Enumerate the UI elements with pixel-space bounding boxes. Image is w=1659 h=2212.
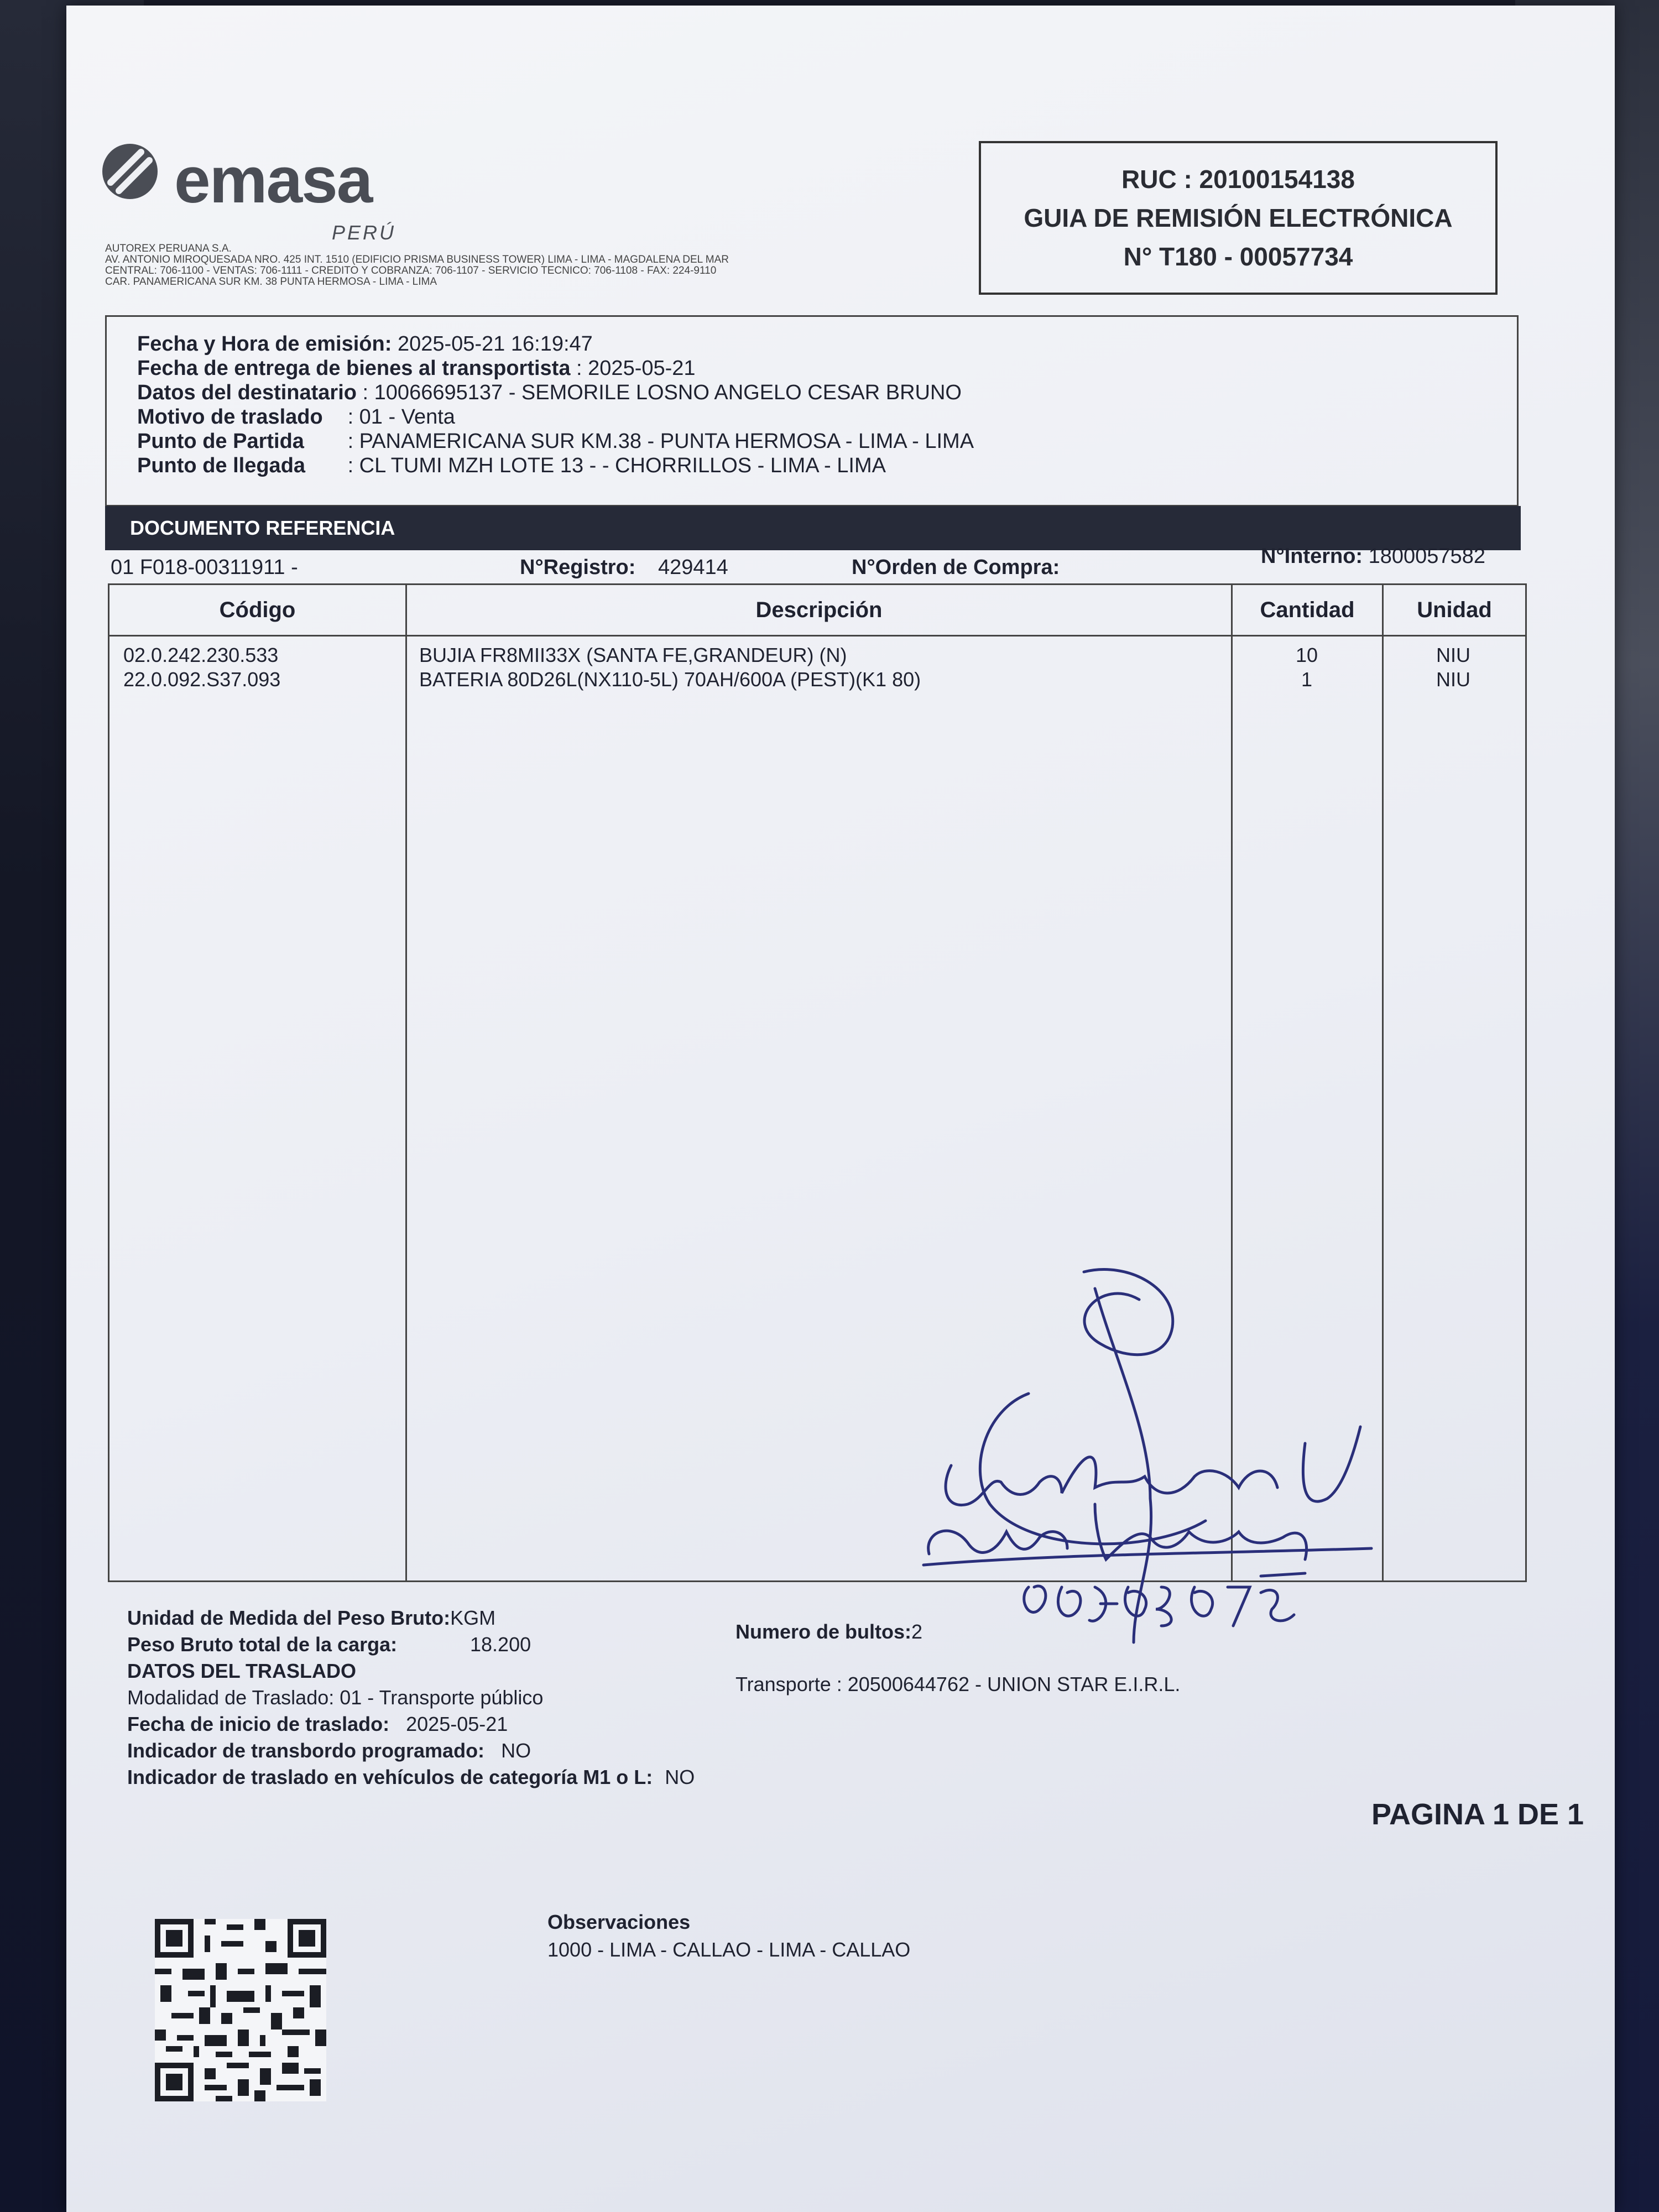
- referencia-doc: 01 F018-00311911 -: [111, 556, 298, 579]
- m1-label: Indicador de traslado en vehículos de categoría M1 o L:: [127, 1766, 653, 1788]
- orden-label: N°Orden de Compra:: [852, 556, 1060, 579]
- datos-traslado-title: DATOS DEL TRASLADO: [127, 1660, 357, 1682]
- partida-row: [137, 430, 974, 453]
- bultos-row: [735, 1620, 922, 1644]
- destinatario-row: [137, 381, 962, 405]
- observaciones-value: 1000 - LIMA - CALLAO - LIMA - CALLAO: [547, 1938, 911, 1961]
- bultos-value: 2: [911, 1620, 923, 1643]
- ruc-box: [979, 141, 1498, 295]
- unidad-peso-value: KGM: [450, 1606, 496, 1629]
- peso-bruto-label: Peso Bruto total de la carga:: [127, 1633, 398, 1656]
- company-name: AUTOREX PERUANA S.A.: [105, 243, 232, 254]
- unidad-peso-row: [127, 1606, 495, 1630]
- page-indicator: PAGINA 1 DE 1: [1371, 1798, 1584, 1831]
- llegada-label: Punto de llegada: [137, 454, 306, 477]
- emasa-logo-icon: [100, 141, 166, 202]
- m1-value: NO: [665, 1766, 695, 1788]
- row2-descripcion: BATERIA 80D26L(NX110-5L) 70AH/600A (PEST)(K1 80): [419, 668, 921, 691]
- shipment-info-box: [105, 315, 1519, 507]
- header-codigo: Código: [109, 585, 405, 637]
- document-type: GUIA DE REMISIÓN ELECTRÓNICA: [1024, 204, 1453, 232]
- orden-compra: [852, 556, 1060, 580]
- destinatario-value: : 10066695137 - SEMORILE LOSNO ANGELO CESAR BRUNO: [362, 381, 962, 404]
- observaciones-label: Observaciones: [547, 1911, 691, 1933]
- llegada-value: : CL TUMI MZH LOTE 13 - - CHORRILLOS - LIMA - LIMA: [347, 454, 886, 477]
- registro: [520, 556, 728, 580]
- m1-row: [127, 1766, 695, 1789]
- row1-descripcion: BUJIA FR8MII33X (SANTA FE,GRANDEUR) (N): [419, 644, 847, 666]
- partida-value: : PANAMERICANA SUR KM.38 - PUNTA HERMOSA - LIMA - LIMA: [347, 430, 974, 453]
- transbordo-label: Indicador de transbordo programado:: [127, 1739, 485, 1762]
- row2-codigo: 22.0.092.S37.093: [123, 668, 281, 691]
- peso-bruto-value: 18.200: [470, 1633, 531, 1656]
- header-unidad: Unidad: [1384, 585, 1525, 637]
- llegada-row: [137, 454, 886, 478]
- motivo-row: [137, 405, 455, 429]
- entrega-value: : 2025-05-21: [576, 357, 696, 380]
- document-paper: [66, 6, 1615, 2212]
- entrega-row: [137, 357, 696, 380]
- document-number: N° T180 - 00057734: [1123, 242, 1353, 271]
- header-cantidad: Cantidad: [1233, 585, 1382, 637]
- motivo-value: : 01 - Venta: [347, 405, 455, 429]
- inicio-label: Fecha de inicio de traslado:: [127, 1713, 390, 1735]
- emision-label: Fecha y Hora de emisión:: [137, 332, 392, 356]
- header-descripcion: Descripción: [407, 585, 1231, 637]
- company-info: [105, 243, 935, 288]
- emision-value: 2025-05-21 16:19:47: [397, 332, 593, 356]
- emision-row: [137, 332, 593, 356]
- inicio-traslado-row: [127, 1713, 508, 1736]
- row2-unidad: NIU: [1436, 668, 1470, 691]
- column-divider: [405, 585, 407, 1580]
- company-phones: CENTRAL: 706-1100 - VENTAS: 706-1111 - CREDITO Y COBRANZA: 706-1107 - SERVICIO TECNICO: 706-1108 - FAX: 224-9110: [105, 265, 717, 276]
- registro-value: 429414: [658, 556, 728, 579]
- logo-text: emasa: [174, 144, 372, 217]
- entrega-label: Fecha de entrega de bienes al transportista: [137, 357, 571, 380]
- interno: [1261, 545, 1485, 568]
- referencia-header: DOCUMENTO REFERENCIA: [105, 506, 1521, 550]
- company-branch: CAR. PANAMERICANA SUR KM. 38 PUNTA HERMOSA - LIMA - LIMA: [105, 276, 437, 288]
- ruc-number: RUC : 20100154138: [1121, 165, 1355, 194]
- partida-label: Punto de Partida: [137, 430, 304, 453]
- company-address: AV. ANTONIO MIROQUESADA NRO. 425 INT. 1510 (EDIFICIO PRISMA BUSINESS TOWER) LIMA - LIMA - MAGDALENA DEL MAR: [105, 254, 729, 265]
- interno-value: 1800057582: [1368, 545, 1485, 568]
- transbordo-row: [127, 1739, 531, 1762]
- row1-cantidad: 10: [1295, 644, 1318, 666]
- qr-code-icon: [155, 1919, 326, 2101]
- inicio-value: 2025-05-21: [406, 1713, 508, 1735]
- row1-codigo: 02.0.242.230.533: [123, 644, 279, 666]
- logo-subtitle: PERÚ: [332, 221, 397, 244]
- destinatario-label: Datos del destinatario: [137, 381, 357, 404]
- motivo-label: Motivo de traslado: [137, 405, 323, 429]
- modalidad-traslado: Modalidad de Traslado: 01 - Transporte público: [127, 1686, 544, 1709]
- transporte: Transporte : 20500644762 - UNION STAR E.I.R.L.: [735, 1673, 1181, 1695]
- registro-label: N°Registro:: [520, 556, 636, 579]
- handwritten-signature: [918, 1266, 1537, 1687]
- transbordo-value: NO: [501, 1739, 531, 1762]
- row1-unidad: NIU: [1436, 644, 1470, 666]
- interno-label: N°Interno:: [1261, 545, 1363, 568]
- peso-bruto-row: [127, 1633, 531, 1656]
- unidad-peso-label: Unidad de Medida del Peso Bruto:: [127, 1606, 451, 1629]
- row2-cantidad: 1: [1301, 668, 1313, 691]
- bultos-label: Numero de bultos:: [735, 1620, 912, 1643]
